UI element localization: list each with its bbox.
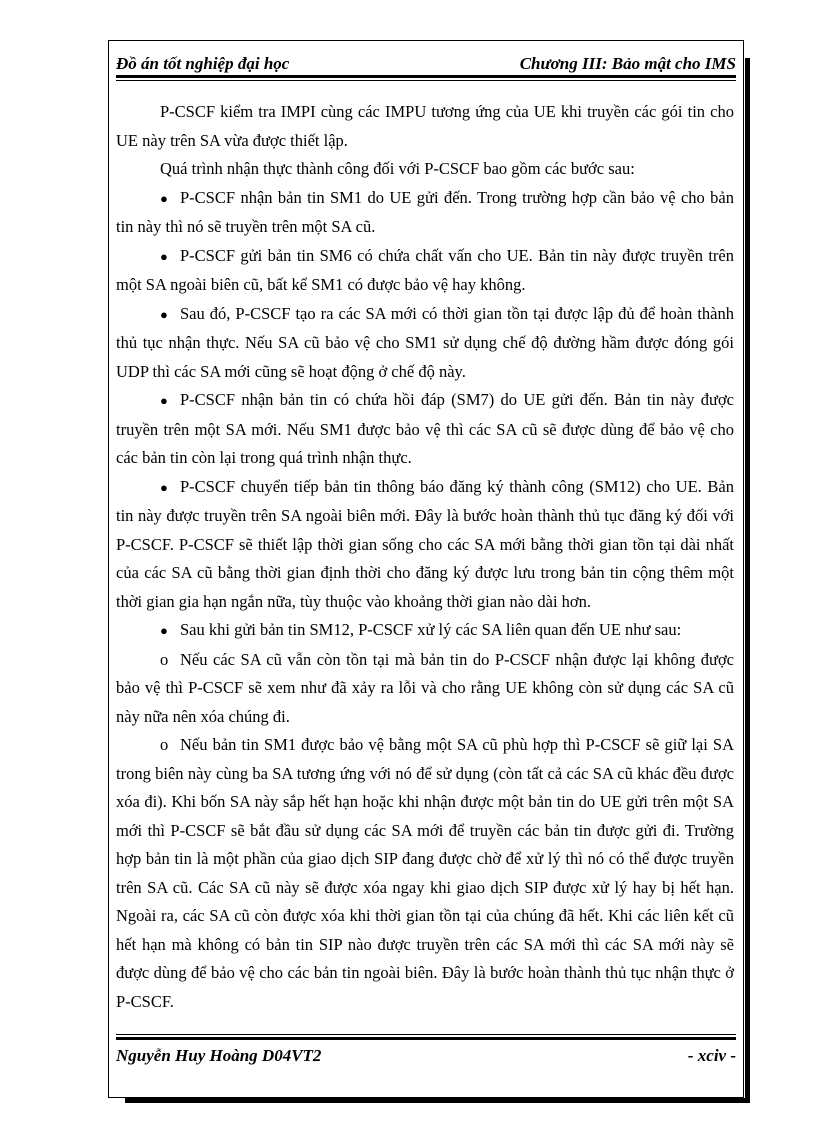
sub-bullet-text: Nếu các SA cũ vẫn còn tồn tại mà bản tin do P-CSCF nhận được lại không được bảo vệ thì P-CSCF sẽ xem như đã xảy ra lỗi và cho rằng UE không còn sử dụng các SA cũ này nữa nên xóa chúng đi. (116, 649, 734, 726)
bullet-text: Sau khi gửi bản tin SM12, P-CSCF xử lý các SA liên quan đến UE như sau: (180, 620, 682, 639)
bullet-item (116, 242, 734, 300)
bullet-item (116, 616, 734, 646)
circle-bullet-icon: o (160, 735, 169, 754)
bullet-text: P-CSCF chuyển tiếp bản tin thông báo đăng ký thành công (SM12) cho UE. Bản tin này được truyền trên SA ngoài biên mới. Đây là bước hoàn thành thủ tục đăng ký đối với P-CSCF. P-CSCF sẽ thiết lập thời gian sống cho các SA mới bằng thời gian tồn tại dài nhất của các SA cũ bằng thời gian định thời cho đăng ký được lưu trong bản tin cộng thêm một thời gian gia hạn ngắn nữa, tùy thuộc vào khoảng thời gian nào dài hơn. (116, 476, 734, 611)
bullet-item (116, 184, 734, 242)
bullet-icon: ● (160, 248, 168, 264)
sub-bullet-item (116, 646, 734, 732)
bullet-item (116, 300, 734, 387)
page-number: - xciv - (687, 1046, 736, 1065)
bullet-icon: ● (160, 393, 168, 408)
paragraph: P-CSCF kiểm tra IMPI cùng các IMPU tương ứng của UE khi truyền các gói tin cho UE này trên SA vừa được thiết lập. (116, 102, 734, 150)
page (116, 46, 736, 1090)
bullet-icon: ● (160, 623, 168, 638)
bullet-text: P-CSCF gửi bản tin SM6 có chứa chất vấn cho UE. Bản tin này được truyền trên một SA ngoài biên cũ, bất kể SM1 có được bảo vệ hay không. (116, 245, 734, 294)
footer-rule-thick (116, 1037, 736, 1040)
bullet-item (116, 386, 734, 473)
bullet-text: Sau đó, P-CSCF tạo ra các SA mới có thời gian tồn tại được lập đủ để hoàn thành thủ tục nhận thực. Nếu SA cũ bảo vệ cho SM1 sử dụng chế độ đường hầm được đóng gói UDP thì các SA mới cũng sẽ hoạt động ở chế độ này. (116, 303, 734, 381)
page-footer (116, 1046, 736, 1066)
page-shadow-right (745, 58, 750, 1103)
bullet-icon: ● (160, 306, 168, 322)
page-shadow-bottom (125, 1098, 750, 1103)
header-rule-thick (116, 75, 736, 78)
footer-rule-thin (116, 1034, 736, 1035)
sub-bullet-text: Nếu bản tin SM1 được bảo vệ bằng một SA cũ phù hợp thì P-CSCF sẽ giữ lại SA trong biên này cùng ba SA tương ứng với nó để sử dụng (còn tất cả các SA cũ khác đều được xóa đi). Khi bốn SA này sắp hết hạn hoặc khi nhận được một bản tin do UE gửi trên một SA mới thì P-CSCF sẽ bắt đầu sử dụng các SA mới để truyền các bản tin được gửi đi. Trường hợp bản tin là một phần của giao dịch SIP đang được chờ để xử lý thì nó có thể được truyền trên SA cũ. Các SA cũ này sẽ được xóa ngay khi giao dịch SIP được xử lý hay bị hết hạn. Ngoài ra, các SA cũ còn được xóa khi thời gian tồn tại của chúng đã hết. Khi các liên kết cũ hết hạn mà không có bản tin SIP nào được truyền trên các SA mới thì các SA mới này sẽ được dùng để bảo vệ cho các bản tin ngoài biên. Đây là bước hoàn thành thủ tục nhận thực ở P-CSCF. (116, 735, 734, 1011)
bullet-text: P-CSCF nhận bản tin SM1 do UE gửi đến. Trong trường hợp cần bảo vệ cho bản tin này thì nó sẽ truyền trên một SA cũ. (116, 187, 734, 236)
header-left-title: Đồ án tốt nghiệp đại học (116, 54, 290, 73)
page-content (116, 98, 734, 1016)
bullet-text: P-CSCF nhận bản tin có chứa hồi đáp (SM7) do UE gửi đến. Bản tin này được truyền trên một SA mới. Nếu SM1 được bảo vệ thì các SA cũ sẽ được dùng để bảo vệ cho các bản tin còn lại trong quá trình nhận thực. (116, 390, 734, 467)
page-header (116, 52, 736, 74)
header-rule-thin (116, 80, 736, 81)
bullet-icon: ● (160, 190, 168, 206)
paragraph: Quá trình nhận thực thành công đối với P-CSCF bao gồm các bước sau: (160, 159, 635, 178)
bullet-item (116, 473, 734, 617)
bullet-icon: ● (160, 479, 168, 495)
header-right-title: Chương III: Bảo mật cho IMS (519, 54, 736, 73)
footer-author: Nguyễn Huy Hoàng D04VT2 (116, 1046, 322, 1065)
sub-bullet-item (116, 731, 734, 1016)
circle-bullet-icon: o (160, 649, 169, 669)
